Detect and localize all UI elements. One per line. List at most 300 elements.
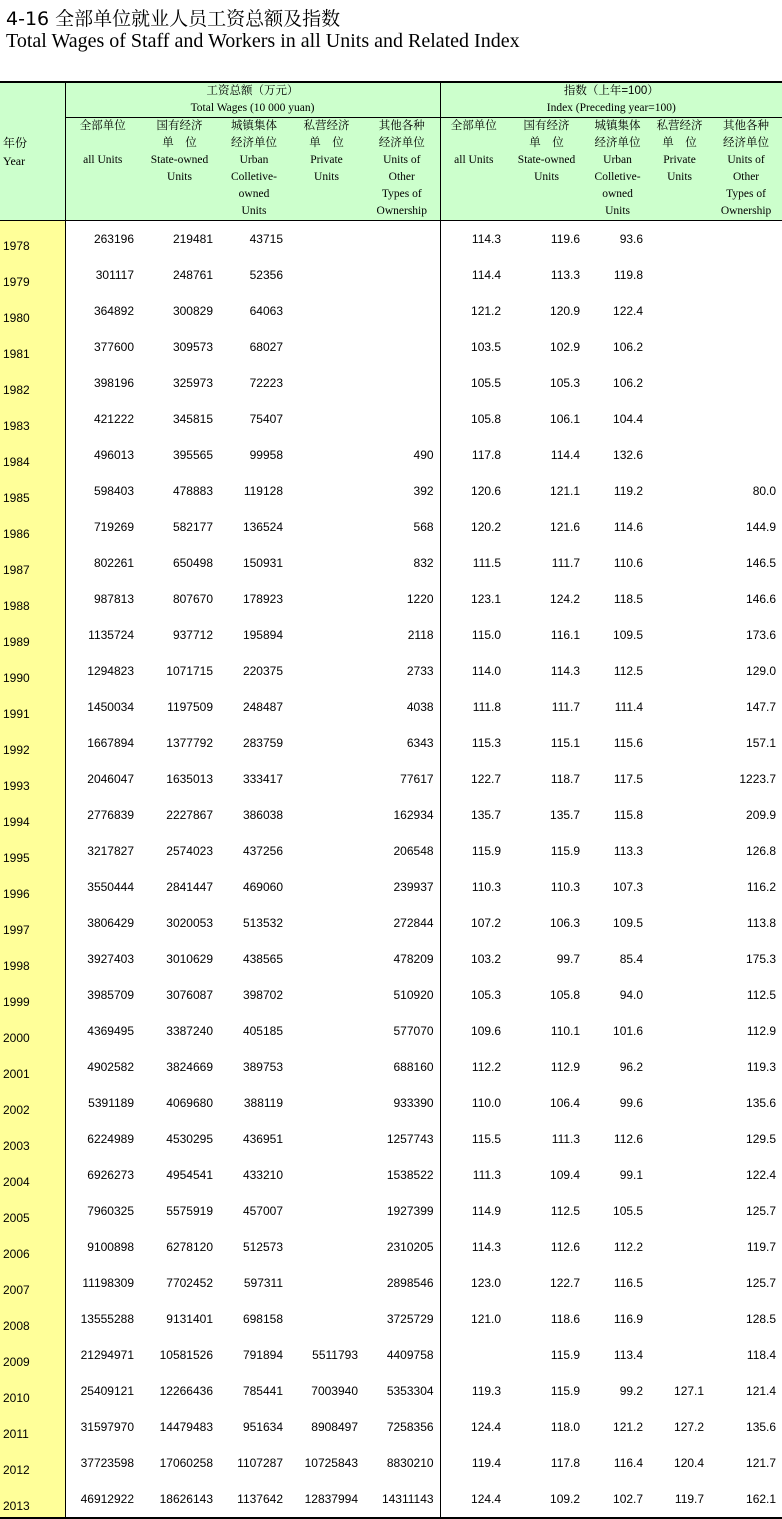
wage-cell: 1071715 — [166, 664, 213, 678]
wage-cell — [364, 221, 440, 258]
year-cell: 2010 — [0, 1373, 65, 1409]
index-cell: 115.5 — [440, 1121, 507, 1157]
index-cell: 115.1 — [550, 736, 581, 750]
index-cell: 111.7 — [551, 700, 581, 714]
index-cell — [710, 401, 782, 437]
wage-col-header-en: State-owned Units — [150, 154, 209, 183]
wage-col-header-en: all Units — [83, 154, 123, 166]
index-col-header-cn: 其他各种 经济单位 — [723, 120, 770, 149]
index-cell: 115.9 — [550, 844, 581, 858]
wage-cell — [289, 473, 364, 509]
index-cell: 124.2 — [550, 592, 581, 606]
index-cell — [649, 221, 710, 258]
index-cell: 115.0 — [440, 617, 507, 653]
index-cell: 121.2 — [440, 293, 507, 329]
index-col-header-cn: 国有经济 单 位 — [523, 120, 570, 149]
wage-cell: 807670 — [172, 592, 213, 606]
index-cell: 105.3 — [440, 977, 507, 1013]
index-cell: 105.8 — [550, 988, 581, 1002]
wage-cell — [289, 1013, 364, 1049]
index-cell: 118.6 — [550, 1312, 581, 1326]
index-cell — [649, 1301, 710, 1337]
wage-cell: 99958 — [249, 448, 283, 462]
index-cell: 96.2 — [619, 1060, 644, 1074]
index-group-header-cn: 指数（上年=100） — [563, 85, 659, 97]
table-row — [0, 1049, 782, 1085]
index-cell — [710, 365, 782, 401]
index-cell: 102.9 — [550, 340, 581, 354]
table-row — [0, 869, 782, 905]
index-cell — [649, 401, 710, 437]
wage-cell: 933390 — [393, 1096, 434, 1110]
wage-cell: 68027 — [249, 340, 283, 354]
wage-cell: 2046047 — [87, 772, 134, 786]
wage-cell — [289, 1301, 364, 1337]
index-cell: 118.5 — [613, 592, 644, 606]
wage-cell: 513532 — [242, 916, 283, 930]
year-cell: 1988 — [0, 581, 65, 617]
wage-cell — [289, 869, 364, 905]
wage-cell: 3985709 — [87, 988, 134, 1002]
wage-cell — [289, 581, 364, 617]
table-row — [0, 1373, 782, 1409]
index-cell: 121.6 — [550, 520, 581, 534]
wage-cell: 21294971 — [80, 1348, 134, 1362]
wages-group-header-en: Total Wages (10 000 yuan) — [190, 102, 315, 114]
year-header-en: Year — [3, 153, 26, 168]
index-cell: 114.4 — [550, 448, 581, 462]
year-cell: 2004 — [0, 1157, 65, 1193]
index-cell: 112.2 — [613, 1240, 644, 1254]
year-cell: 2013 — [0, 1481, 65, 1518]
index-cell: 117.8 — [440, 437, 507, 473]
wage-cell — [289, 1193, 364, 1229]
wage-cell: 8830210 — [386, 1456, 434, 1470]
table-row — [0, 1301, 782, 1337]
wage-cell — [289, 797, 364, 833]
wage-cell: 4409758 — [386, 1348, 434, 1362]
wage-cell — [289, 329, 364, 365]
wage-cell: 3020053 — [166, 916, 213, 930]
index-cell: 99.6 — [619, 1096, 644, 1110]
index-col-header — [586, 118, 649, 221]
wage-col-header-cn: 城镇集体 经济单位 — [231, 120, 277, 149]
wage-cell: 568 — [413, 520, 434, 534]
index-cell: 123.1 — [440, 581, 507, 617]
wage-cell: 1450034 — [87, 700, 134, 714]
index-cell — [649, 761, 710, 797]
index-cell: 105.5 — [440, 365, 507, 401]
index-cell: 93.6 — [619, 232, 644, 246]
table-row — [0, 977, 782, 1013]
table-row — [0, 1265, 782, 1301]
wage-cell — [289, 293, 364, 329]
wage-cell: 832 — [413, 556, 434, 570]
table-row — [0, 1013, 782, 1049]
index-cell: 113.4 — [613, 1348, 644, 1362]
year-cell: 1991 — [0, 689, 65, 725]
wage-cell: 7702452 — [166, 1276, 213, 1290]
wage-cell: 597311 — [243, 1276, 283, 1290]
index-cell — [649, 581, 710, 617]
index-cell — [649, 437, 710, 473]
year-cell: 1997 — [0, 905, 65, 941]
index-cell: 111.3 — [440, 1157, 507, 1193]
index-cell — [710, 221, 782, 258]
index-cell: 121.1 — [550, 484, 581, 498]
index-cell: 101.6 — [613, 1024, 644, 1038]
year-cell: 1986 — [0, 509, 65, 545]
wage-cell: 206548 — [393, 844, 434, 858]
index-cell: 124.4 — [440, 1409, 507, 1445]
wage-cell: 2310205 — [386, 1240, 434, 1254]
wage-cell — [289, 437, 364, 473]
index-col-header-cn: 私营经济 单 位 — [656, 120, 703, 149]
wages-table-container — [0, 81, 782, 1519]
index-cell — [649, 329, 710, 365]
table-row — [0, 761, 782, 797]
index-cell: 116.1 — [550, 628, 581, 642]
wage-cell: 5511793 — [312, 1348, 358, 1362]
index-cell: 114.3 — [550, 664, 581, 678]
wage-cell: 510920 — [393, 988, 434, 1002]
table-row — [0, 1193, 782, 1229]
wage-cell: 345815 — [172, 412, 213, 426]
wage-cell: 6926273 — [87, 1168, 134, 1182]
table-row — [0, 293, 782, 329]
wage-col-header-en: Private Units — [310, 154, 343, 183]
index-cell: 114.3 — [440, 1229, 507, 1265]
year-cell: 2006 — [0, 1229, 65, 1265]
index-col-header-en: all Units — [454, 154, 494, 166]
wage-cell: 4902582 — [87, 1060, 134, 1074]
wage-cell: 2574023 — [166, 844, 213, 858]
wage-cell: 325973 — [172, 376, 213, 390]
year-cell: 1979 — [0, 257, 65, 293]
wage-cell: 11198309 — [82, 1276, 134, 1290]
index-cell: 126.8 — [746, 844, 777, 858]
wage-cell: 300829 — [172, 304, 213, 318]
table-row — [0, 329, 782, 365]
wage-cell: 43715 — [249, 232, 283, 246]
table-row — [0, 1445, 782, 1481]
wage-cell — [364, 401, 440, 437]
index-cell: 111.5 — [440, 545, 507, 581]
index-cell: 116.5 — [613, 1276, 644, 1290]
index-cell — [649, 653, 710, 689]
table-row — [0, 545, 782, 581]
wage-cell — [289, 689, 364, 725]
wage-cell: 512573 — [242, 1240, 283, 1254]
table-row — [0, 581, 782, 617]
table-row — [0, 833, 782, 869]
index-cell: 114.3 — [440, 221, 507, 258]
index-col-header-en: Units of Other Types of Ownership — [720, 154, 772, 217]
wage-cell: 9131401 — [166, 1312, 213, 1326]
index-col-header — [710, 118, 782, 221]
wage-cell: 1197509 — [167, 700, 213, 714]
index-cell: 114.6 — [613, 520, 644, 534]
year-cell: 2001 — [0, 1049, 65, 1085]
index-cell — [649, 833, 710, 869]
index-cell: 103.5 — [440, 329, 507, 365]
index-cell — [649, 941, 710, 977]
index-cell: 119.4 — [440, 1445, 507, 1481]
wage-col-header — [219, 118, 289, 221]
index-cell: 116.2 — [746, 880, 777, 894]
index-cell — [649, 257, 710, 293]
index-cell — [649, 1157, 710, 1193]
wage-cell: 1635013 — [166, 772, 213, 786]
wage-cell: 2227867 — [166, 808, 213, 822]
wage-cell: 37723598 — [80, 1456, 134, 1470]
index-cell: 107.2 — [440, 905, 507, 941]
wage-cell — [289, 1085, 364, 1121]
wage-cell: 688160 — [393, 1060, 434, 1074]
table-row — [0, 1157, 782, 1193]
index-cell: 120.9 — [550, 304, 581, 318]
table-row — [0, 725, 782, 761]
year-cell: 1983 — [0, 401, 65, 437]
wage-cell: 433210 — [242, 1168, 283, 1182]
index-cell: 112.6 — [550, 1240, 581, 1254]
wage-cell: 577070 — [393, 1024, 434, 1038]
index-col-header — [440, 118, 507, 221]
wage-cell: 4038 — [406, 700, 434, 714]
wage-cell — [289, 257, 364, 293]
wage-cell: 17060258 — [159, 1456, 213, 1470]
index-cell: 103.2 — [440, 941, 507, 977]
wage-cell: 12837994 — [289, 1481, 364, 1518]
index-cell: 119.2 — [613, 484, 644, 498]
index-cell: 107.3 — [613, 880, 644, 894]
wage-cell: 283759 — [242, 736, 283, 750]
table-title-en: Total Wages of Staff and Workers in all Units and Related Index — [6, 30, 520, 52]
wage-cell: 1257743 — [386, 1132, 434, 1146]
wage-cell: 10725843 — [304, 1456, 358, 1470]
index-cell: 162.1 — [710, 1481, 782, 1518]
index-cell: 157.1 — [746, 736, 777, 750]
year-cell: 1995 — [0, 833, 65, 869]
wage-cell: 3927403 — [87, 952, 134, 966]
index-cell: 114.0 — [440, 653, 507, 689]
index-cell: 110.1 — [550, 1024, 581, 1038]
table-row — [0, 221, 782, 258]
wage-cell: 195894 — [242, 628, 283, 642]
wage-cell: 2776839 — [87, 808, 134, 822]
index-cell: 110.0 — [440, 1085, 507, 1121]
wages-group-header-cn: 工资总额（万元） — [206, 85, 299, 97]
index-cell — [440, 1337, 507, 1373]
wage-cell: 272844 — [393, 916, 434, 930]
index-cell — [649, 1193, 710, 1229]
year-cell: 1994 — [0, 797, 65, 833]
wage-cell — [289, 977, 364, 1013]
wage-cell: 392 — [413, 484, 434, 498]
wage-cell: 1927399 — [386, 1204, 434, 1218]
wage-cell: 4530295 — [166, 1132, 213, 1146]
table-row — [0, 797, 782, 833]
year-cell: 2012 — [0, 1445, 65, 1481]
wage-cell: 1667894 — [87, 736, 134, 750]
index-cell: 119.3 — [440, 1373, 507, 1409]
index-cell: 106.4 — [550, 1096, 581, 1110]
table-row — [0, 941, 782, 977]
index-col-header — [507, 118, 586, 221]
index-cell: 111.4 — [614, 700, 644, 714]
index-cell: 119.7 — [746, 1240, 777, 1254]
year-cell: 2009 — [0, 1337, 65, 1373]
index-cell — [649, 977, 710, 1013]
wage-cell — [289, 617, 364, 653]
index-cell: 106.3 — [550, 916, 581, 930]
index-cell: 144.9 — [746, 520, 777, 534]
index-cell: 116.4 — [613, 1456, 644, 1470]
index-cell — [649, 1013, 710, 1049]
year-cell: 2005 — [0, 1193, 65, 1229]
table-row — [0, 617, 782, 653]
index-cell: 105.5 — [613, 1204, 644, 1218]
index-cell: 119.8 — [613, 268, 644, 282]
wage-cell: 951634 — [242, 1420, 283, 1434]
index-cell — [649, 1049, 710, 1085]
index-cell: 102.7 — [586, 1481, 649, 1518]
index-cell: 112.5 — [746, 988, 777, 1002]
wage-col-header — [140, 118, 219, 221]
index-cell: 115.9 — [440, 833, 507, 869]
wage-cell: 5391189 — [88, 1096, 134, 1110]
wage-cell: 4069680 — [166, 1096, 213, 1110]
wage-cell: 3725729 — [386, 1312, 434, 1326]
wage-cell — [289, 761, 364, 797]
table-row — [0, 1229, 782, 1265]
wage-cell: 46912922 — [65, 1481, 140, 1518]
wage-cell — [289, 1229, 364, 1265]
index-cell — [649, 797, 710, 833]
index-cell: 113.3 — [550, 268, 581, 282]
index-cell: 125.7 — [746, 1276, 777, 1290]
table-row — [0, 401, 782, 437]
index-cell: 112.9 — [550, 1060, 581, 1074]
index-cell — [710, 437, 782, 473]
index-cell: 132.6 — [613, 448, 644, 462]
index-cell: 146.6 — [746, 592, 777, 606]
index-col-header-en: Private Units — [663, 154, 696, 183]
year-cell: 1984 — [0, 437, 65, 473]
wage-cell: 1377792 — [166, 736, 213, 750]
wage-cell: 3076087 — [166, 988, 213, 1002]
index-cell: 120.6 — [440, 473, 507, 509]
index-cell: 127.2 — [674, 1420, 705, 1434]
wage-cell: 598403 — [93, 484, 134, 498]
index-cell: 99.2 — [619, 1384, 644, 1398]
index-cell: 115.3 — [440, 725, 507, 761]
wage-cell: 1220 — [406, 592, 434, 606]
index-cell: 116.9 — [613, 1312, 644, 1326]
wage-cell — [289, 725, 364, 761]
wage-col-header-cn: 国有经济 单 位 — [156, 120, 203, 149]
wage-col-header — [289, 118, 364, 221]
wage-cell — [289, 941, 364, 977]
index-cell: 173.6 — [746, 628, 777, 642]
wage-cell: 389753 — [242, 1060, 283, 1074]
wage-cell: 364892 — [93, 304, 134, 318]
wage-cell: 333417 — [242, 772, 283, 786]
wage-cell: 436951 — [242, 1132, 283, 1146]
wage-cell: 9100898 — [87, 1240, 134, 1254]
index-group-header-en: Index (Preceding year=100) — [546, 102, 676, 114]
wage-cell — [289, 509, 364, 545]
table-row — [0, 509, 782, 545]
index-cell: 113.3 — [613, 844, 644, 858]
wage-cell: 478209 — [393, 952, 434, 966]
wage-cell: 6278120 — [166, 1240, 213, 1254]
index-cell: 115.9 — [550, 1348, 581, 1362]
index-cell: 121.7 — [746, 1456, 777, 1470]
wage-cell — [289, 221, 364, 258]
table-row — [0, 1481, 782, 1518]
year-cell: 1999 — [0, 977, 65, 1013]
index-cell: 175.3 — [746, 952, 777, 966]
wage-cell: 478883 — [172, 484, 213, 498]
wage-cell: 6224989 — [87, 1132, 134, 1146]
wage-cell: 77617 — [400, 772, 434, 786]
wage-cell: 14311143 — [364, 1481, 440, 1518]
year-cell: 1992 — [0, 725, 65, 761]
wage-cell: 7258356 — [386, 1420, 434, 1434]
year-cell: 1980 — [0, 293, 65, 329]
table-row — [0, 437, 782, 473]
wage-cell: 150931 — [242, 556, 283, 570]
wage-cell: 395565 — [172, 448, 213, 462]
year-cell: 1987 — [0, 545, 65, 581]
index-cell: 128.5 — [746, 1312, 777, 1326]
index-cell — [710, 293, 782, 329]
wage-cell: 1135724 — [88, 628, 134, 642]
wage-cell: 386038 — [242, 808, 283, 822]
index-cell: 121.0 — [440, 1301, 507, 1337]
index-cell — [649, 365, 710, 401]
wage-cell: 31597970 — [80, 1420, 134, 1434]
year-cell: 1982 — [0, 365, 65, 401]
wage-cell: 3217827 — [87, 844, 134, 858]
index-cell: 135.7 — [440, 797, 507, 833]
wage-cell: 4369495 — [87, 1024, 134, 1038]
index-cell: 122.7 — [440, 761, 507, 797]
index-cell — [649, 1229, 710, 1265]
index-cell: 120.4 — [674, 1456, 705, 1470]
index-cell: 94.0 — [619, 988, 644, 1002]
wage-cell: 719269 — [93, 520, 134, 534]
index-cell: 147.7 — [746, 700, 777, 714]
wage-cell: 388119 — [243, 1096, 283, 1110]
wage-cell: 377600 — [93, 340, 134, 354]
wages-group-header — [65, 82, 440, 118]
wage-col-header — [65, 118, 140, 221]
year-cell: 2000 — [0, 1013, 65, 1049]
wage-cell — [364, 365, 440, 401]
year-cell: 2002 — [0, 1085, 65, 1121]
wage-cell: 398196 — [93, 376, 134, 390]
index-cell — [649, 509, 710, 545]
year-cell: 1985 — [0, 473, 65, 509]
index-cell — [649, 869, 710, 905]
wage-cell: 13555288 — [80, 1312, 134, 1326]
year-cell: 2008 — [0, 1301, 65, 1337]
index-cell: 127.1 — [674, 1384, 705, 1398]
index-cell — [710, 329, 782, 365]
wage-cell — [289, 365, 364, 401]
